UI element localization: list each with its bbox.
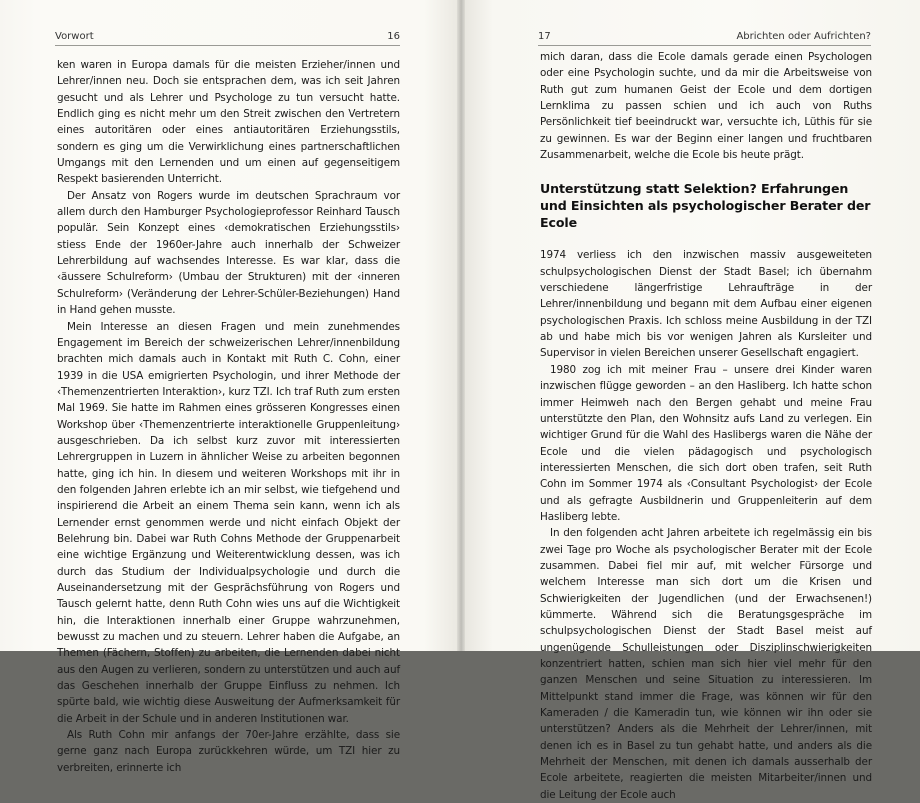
section-heading: Unterstützung statt Selektion? Erfahrungen und Einsichten als psychologischer Berater der Ecole [540,181,871,231]
right-page-number: 17 [538,31,551,42]
right-body-text [540,49,872,803]
left-page [0,0,461,774]
paragraph: In den folgenden acht Jahren arbeitete ich regelmässig ein bis zwei Tage pro Woche als psychologischer Berater mit der Ecole zusammen. Dabei fiel mir auf, mit welcher Fürsorge und welchem Interesse man sich dort um die Krisen und Schwierigkeiten der Jugendlichen (und der Erwachsenen!) kümmerte. Während sich die Beratungsgespräche im schulpsychologischen Dienst der Stadt Basel meist auf ungenügende Schulleistungen oder Disziplinschwierigkeiten konzentriert hatten, schien man sich hier viel mehr für den ganzen Menschen und seine Situation zu interessieren. Im Mittelpunkt stand immer die Frage, was können wir für den Kameraden / die Kameradin tun, wie können wir ihn oder sie unterstützen? Anders als die Mehrheit der Lehrer/innen, mit denen ich es in Basel zu tun gehabt hatte, und anders als die Mehrheit der Menschen, mit denen ich damals ausserhalb der Ecole arbeitete, reagierten die meisten Mitarbeiter/innen und die Leitung der Ecole auch [540,527,872,801]
paragraph: Der Ansatz von Rogers wurde im deutschen Sprachraum vor allem durch den Hamburger Psychologieprofessor Reinhard Tausch populär. Sein Konzept eines ‹demokratischen Erziehungsstils› stiess Ende der 1960er-Jahre auch innerhalb der Schweizer Lehrerbildung auf wachsendes Interesse. Es war klar, dass die ‹äussere Schulreform› (Umbau der Strukturen) mit der ‹inneren Schulreform› (Veränderung der Lehrer-Schüler-Beziehungen) Hand in Hand gehen musste. [57,189,400,317]
paragraph: 1974 verliess ich den inzwischen massiv ausgeweiteten schulpsychologischen Dienst der Stadt Basel; ich übernahm verschiedene längerfristige Lehraufträge in der Lehrer/innenbildung und begann mit dem Aufbau einer eigenen psychologischen Praxis. Ich schloss meine Ausbildung in der TZI ab und habe mich bis vor wenigen Jahren als Kursleiter und Supervisor in vielen Bereichen unserer Gesellschaft engagiert. [540,249,872,360]
left-header-title: Vorwort [55,31,94,42]
left-page-number: 16 [387,31,400,42]
paragraph: Als Ruth Cohn mir anfangs der 70er-Jahre erzählte, dass sie gerne ganz nach Europa zurückkehren würde, um TZI hier zu verbreiten, erinnerte ich [57,729,400,774]
book-gutter-shadow [457,0,465,651]
right-running-header [538,26,871,46]
paragraph: 1980 zog ich mit meiner Frau – unsere drei Kinder waren inzwischen flügge geworden – an den Hasliberg. Ich hatte schon immer Heimweh nach den Bergen gehabt und meine Frau unterstützte den Plan, den Wohnsitz aufs Land zu verlegen. Ein wichtiger Grund für die Wahl des Haslibergs waren die Nähe der Ecole und die vielen pädagogisch und psychologisch interessierten Menschen, die sich dort oben trafen, seit Ruth Cohn im Sommer 1974 als ‹Consultant Psychologist› der Ecole und als gefragte Ausbildnerin und Gruppenleiterin auf dem Hasliberg lebte. [540,363,872,523]
left-running-header [55,26,400,46]
left-body-text [57,57,400,776]
right-header-title: Abrichten oder Aufrichten? [736,31,871,42]
paragraph: mich daran, dass die Ecole damals gerade einen Psychologen oder eine Psychologin suchte, und da mir die Arbeitsweise von Ruth gut zum humanen Geist der Ecole und dem dortigen Lernklima zu passen schien und ich auch von Ruths Persönlichkeit tief beeindruckt war, versuchte ich, Lüthis für sie zu gewinnen. Es war der Beginn einer langen und fruchtbaren Zusammenarbeit, welche die Ecole bis heute prägt. [540,51,872,162]
right-page [461,0,920,801]
paragraph: ken waren in Europa damals für die meisten Erzieher/innen und Lehrer/innen neu. Doch sie entsprachen dem, was ich seit Jahren gesucht und als Lehrer und Psychologe zu tun versucht hatte. Endlich ging es nicht mehr um den Streit zwischen den Vertretern eines autoritären oder eines antiautoritären Erziehungsstils, sondern es ging um die Verwirklichung eines partnerschaftlichen Umgangs mit den Lernenden und um einen auf gegenseitigem Respekt basierenden Unterricht. [57,59,400,186]
paragraph: Mein Interesse an diesen Fragen und mein zunehmendes Engagement im Bereich der schweizerischen Lehrer/innenbildung brachten mich damals auch in Kontakt mit Ruth C. Cohn, einer 1939 in die USA emigrierten Psychologin, und ihrer Methode der ‹Themenzentrierten Interaktion›, kurz TZI. Ich traf Ruth zum ersten Mal 1969. Sie hatte im Rahmen eines grösseren Kongresses einen Workshop über ‹Themenzentrierte interaktionelle Gruppenleitung› ausgeschrieben. Da ich selbst kurz zuvor mit interessierten Lehrergruppen in Luzern in ähnlicher Weise zu arbeiten begonnen hatte, ging ich hin. In diesem und weiteren Workshops mit ihr in den folgenden Jahren erlebte ich an mir selbst, wie tiefgehend und inspirierend die Arbeit an einem Thema sein kann, wenn ich als Lernender ernst genommen werde und nicht einfach Objekt der Belehrung bin. Dabei war Ruth Cohns Methode der Gruppenarbeit eine wichtige Ergänzung und Weiterentwicklung dessen, was ich durch das Studium der Individualpsychologie und durch die Auseinandersetzung mit der Gesprächsführung von Rogers und Tausch gelernt hatte, denn Ruth Cohn wies uns auf die Wichtigkeit hin, die Interaktionen innerhalb einer Gruppe wahrzunehmen, bewusst zu machen und zu steuern. Lehrer haben die Aufgabe, an Themen (Fächern, Stoffen) zu arbeiten, die Lernenden dabei nicht aus den Augen zu verlieren, sondern zu unterstützen und auch auf das Geschehen innerhalb der Gruppe Einfluss zu nehmen. Ich spürte bald, wie wichtig diese Ausweitung der Aufmerksamkeit für die Arbeit in der Schule und in anderen Institutionen war. [57,320,400,725]
